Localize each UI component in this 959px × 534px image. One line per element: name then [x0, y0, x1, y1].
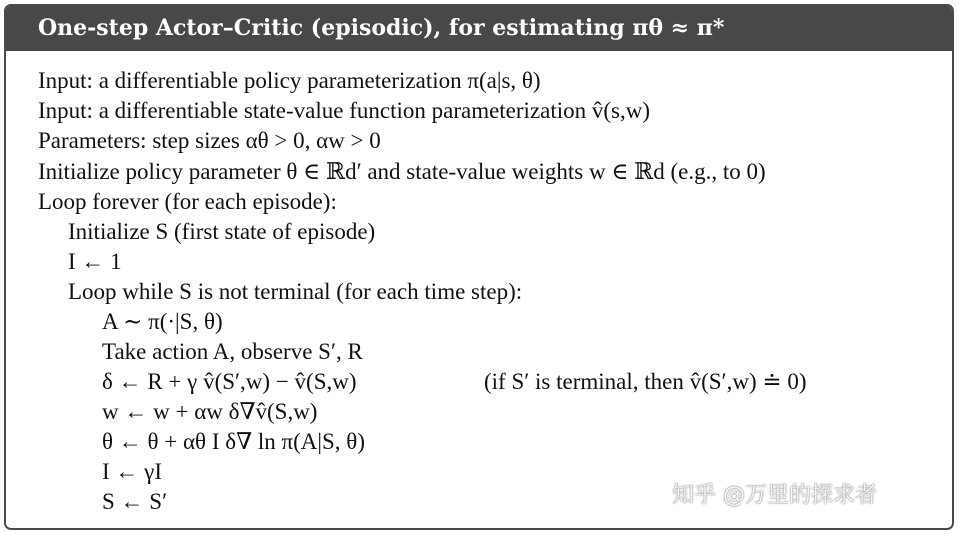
- critic-update-line: w ← w + αw δ∇v̂(S,w): [102, 399, 318, 424]
- loop-forever-line: Loop forever (for each episode):: [38, 189, 337, 214]
- initialize-params-line: Initialize policy parameter θ ∈ ℝd′ and state-value weights w ∈ ℝd (e.g., to 0): [38, 159, 766, 184]
- parameters-line: Parameters: step sizes αθ > 0, αw > 0: [38, 128, 381, 153]
- loop-while-line: Loop while S is not terminal (for each time step):: [68, 279, 523, 304]
- actor-update-line: θ ← θ + αθ I δ∇ ln π(A|S, θ): [102, 429, 365, 454]
- discount-update-line: I ← γI: [102, 459, 162, 484]
- terminal-note: (if S′ is terminal, then v̂(S′,w) ≐ 0): [484, 369, 807, 394]
- algorithm-title: One-step Actor–Critic (episodic), for estimating πθ ≈ π*: [6, 6, 952, 51]
- algorithm-box: [4, 4, 954, 530]
- sample-action-line: A ∼ π(·|S, θ): [102, 309, 223, 334]
- watermark: 知乎 @万里的探求者: [672, 483, 877, 508]
- input-policy-line: Input: a differentiable policy parameterization π(a|s, θ): [38, 68, 541, 93]
- algorithm-body: [6, 51, 952, 530]
- input-value-line: Input: a differentiable state-value function parameterization v̂(s,w): [38, 98, 651, 123]
- initialize-state-line: Initialize S (first state of episode): [68, 219, 376, 244]
- init-i-line: I ← 1: [68, 249, 122, 274]
- take-action-line: Take action A, observe S′, R: [102, 339, 363, 364]
- td-error-line: δ ← R + γ v̂(S′,w) − v̂(S,w): [102, 369, 357, 394]
- state-update-line: S ← S′: [102, 489, 168, 514]
